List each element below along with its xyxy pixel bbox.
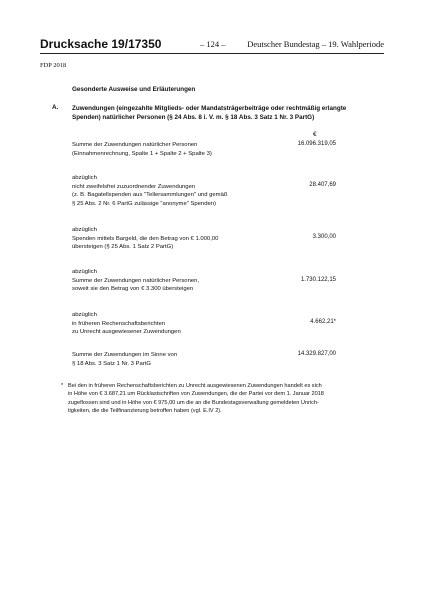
item-line: in früheren Rechenschaftsberichten: [72, 320, 165, 327]
item-line: nicht zweifelsfrei zuzuordnender Zuwendungen: [72, 183, 196, 190]
currency-header: €: [313, 131, 317, 138]
list-item: [72, 174, 302, 208]
publisher-line: Deutscher Bundestag – 19. Wahlperiode: [247, 39, 384, 49]
item-line: (z. B. Bagatellspenden aus "Tellersammlungen" und gemäß: [72, 192, 228, 199]
footnote-mark: *: [61, 383, 64, 389]
item-line: (Einnahmenrechnung, Spalte 1 + Spalte 2 + Spalte 3): [72, 150, 212, 157]
item-amount: 4.662,21*: [310, 319, 336, 325]
section-title: Gesonderte Ausweise und Erläuterungen: [72, 86, 196, 93]
footnote: [61, 382, 368, 416]
item-line: § 18 Abs. 3 Satz 1 Nr. 3 PartG: [72, 360, 151, 367]
document-number: [40, 37, 161, 51]
footnote-line: in Höhe von € 3.687,21 um Rücklastschriften von Zuwendungen, die der Partei vor dem 1. Januar 2018: [68, 391, 324, 398]
item-label: abzüglich: [72, 269, 97, 275]
item-amount: 14.329.827,00: [297, 351, 336, 357]
item-amount: 1.730.122,15: [300, 277, 336, 283]
party-year: FDP 2018: [40, 62, 67, 69]
item-line: soweit sie den Betrag von € 3.300 übersteigen: [72, 286, 194, 293]
item-line: Summe der Zuwendungen natürlicher Personen,: [72, 277, 200, 284]
item-label: abzüglich: [72, 312, 97, 318]
item-amount: 28.407,69: [309, 182, 336, 188]
list-item: [72, 141, 302, 158]
list-item: [72, 268, 302, 294]
section-letter: A.: [52, 104, 59, 111]
list-item: [72, 311, 302, 337]
item-line: Summe der Zuwendungen im Sinne von: [72, 352, 178, 358]
section-heading-line: Spenden) natürlicher Personen (§ 24 Abs. 8 i. V. m. § 18 Abs. 3 Satz 1 Nr. 3 PartG): [72, 114, 315, 121]
list-item: [72, 226, 302, 252]
item-amount: 3.300,00: [312, 234, 336, 240]
item-line: § 25 Abs. 2 Nr. 6 PartG zulässige "anonyme" Spenden): [72, 200, 217, 207]
page-header: [40, 37, 384, 54]
item-line: Summe der Zuwendungen natürlicher Personen: [72, 142, 198, 148]
footnote-line: zugeflossen sind und in Höhe von € 975,00 um die an die Bundestagsverwaltung gemeldeten Unrich-: [68, 399, 319, 406]
footnote-line: tigkeiten, die die Teilfinanzierung betroffen haben (vgl. E.IV 2).: [68, 408, 222, 415]
document-number-value: 17350: [128, 37, 162, 51]
item-label: abzüglich: [72, 175, 97, 181]
list-item: [72, 351, 302, 368]
section-heading-line: Zuwendungen (eingezahlte Mitglieds- oder Mandatsträgerbeiträge oder rechtmäßig erlangte: [72, 105, 347, 112]
footnote-line: Bei den in früheren Rechenschaftsberichten zu Unrecht ausgewiesenen Zuwendungen handelt es sich: [68, 383, 322, 389]
item-label: abzüglich: [72, 227, 97, 233]
item-line: zu Unrecht ausgewiesener Zuwendungen: [72, 329, 181, 336]
section-heading: [72, 104, 372, 122]
item-line: übersteigen (§ 25 Abs. 1 Satz 2 PartG): [72, 244, 174, 251]
item-amount: 16.096.319,05: [297, 141, 336, 147]
item-line: Spenden mittels Bargeld, die den Betrag von € 1.000,00: [72, 235, 219, 242]
document-prefix: Drucksache 19/: [40, 37, 129, 51]
page-number: – 124 –: [200, 39, 226, 49]
